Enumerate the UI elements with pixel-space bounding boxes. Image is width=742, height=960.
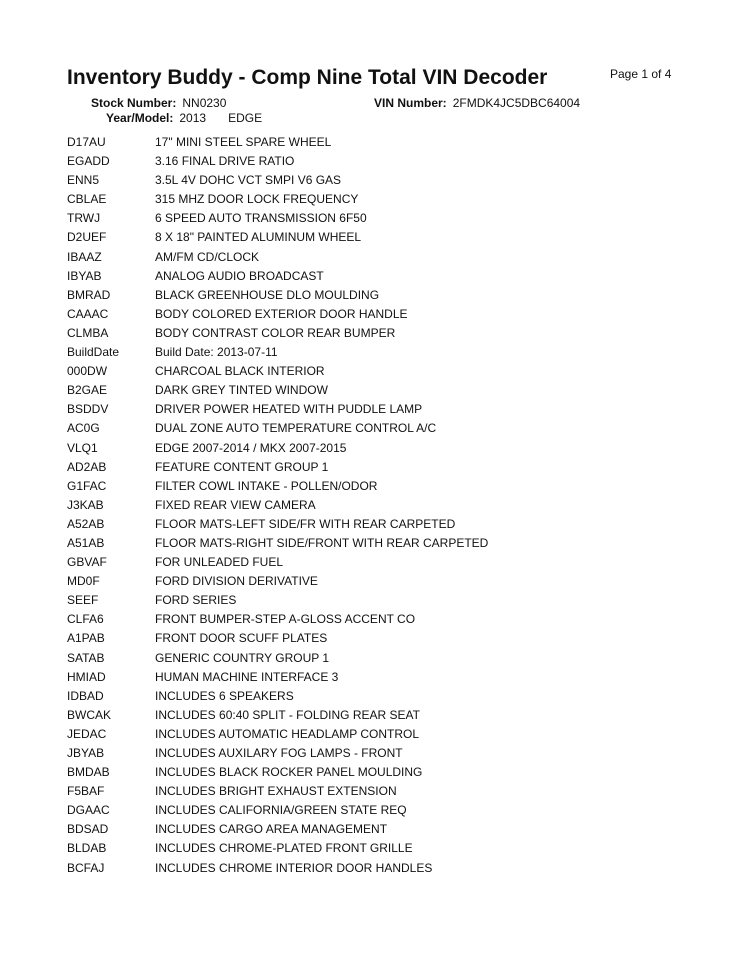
option-description: FOR UNLEADED FUEL bbox=[155, 555, 284, 570]
option-code: DGAAC bbox=[67, 803, 110, 818]
list-item bbox=[67, 763, 687, 782]
option-code: CAAAC bbox=[67, 306, 109, 321]
option-description: INCLUDES CALIFORNIA/GREEN STATE REQ bbox=[155, 803, 407, 818]
list-item bbox=[67, 324, 687, 343]
list-item bbox=[67, 381, 687, 400]
option-description: 8 X 18" PAINTED ALUMINUM WHEEL bbox=[155, 230, 362, 245]
list-item bbox=[67, 629, 687, 648]
option-description: INCLUDES BLACK ROCKER PANEL MOULDING bbox=[155, 765, 423, 780]
option-code: HMIAD bbox=[67, 669, 106, 684]
option-description: 3.16 FINAL DRIVE RATIO bbox=[155, 154, 295, 169]
option-description: HUMAN MACHINE INTERFACE 3 bbox=[155, 669, 339, 684]
model-value: EDGE bbox=[228, 111, 263, 125]
list-item bbox=[67, 190, 687, 209]
option-code: MD0F bbox=[67, 574, 100, 589]
option-code: IBYAB bbox=[67, 268, 102, 283]
option-code: IBAAZ bbox=[67, 249, 102, 264]
page-title: Inventory Buddy - Comp Nine Total VIN Decoder bbox=[67, 66, 548, 89]
option-description: FORD SERIES bbox=[155, 593, 237, 608]
list-item bbox=[67, 706, 687, 725]
option-description: INCLUDES CHROME INTERIOR DOOR HANDLES bbox=[155, 860, 433, 875]
list-item bbox=[67, 572, 687, 591]
option-description: 6 SPEED AUTO TRANSMISSION 6F50 bbox=[155, 211, 367, 226]
option-description: 17" MINI STEEL SPARE WHEEL bbox=[155, 135, 332, 149]
option-code: BCFAJ bbox=[67, 860, 105, 875]
option-code: A52AB bbox=[67, 516, 105, 531]
option-description: GENERIC COUNTRY GROUP 1 bbox=[155, 650, 330, 665]
option-description: BLACK GREENHOUSE DLO MOULDING bbox=[155, 287, 380, 302]
year-model bbox=[106, 111, 262, 125]
list-item bbox=[67, 171, 687, 190]
option-code: GBVAF bbox=[67, 555, 107, 570]
vin-number bbox=[374, 96, 580, 110]
stock-number bbox=[91, 96, 226, 110]
option-code: G1FAC bbox=[67, 478, 107, 493]
option-code: VLQ1 bbox=[67, 440, 98, 455]
option-code-list bbox=[67, 133, 687, 878]
list-item bbox=[67, 515, 687, 534]
option-description: FEATURE CONTENT GROUP 1 bbox=[155, 459, 329, 474]
option-code: BWCAK bbox=[67, 707, 112, 722]
option-description: INCLUDES AUTOMATIC HEADLAMP CONTROL bbox=[155, 726, 420, 741]
list-item bbox=[67, 228, 687, 247]
year-model-label: Year/Model: bbox=[106, 111, 174, 125]
option-description: 3.5L 4V DOHC VCT SMPI V6 GAS bbox=[155, 173, 342, 188]
list-item bbox=[67, 400, 687, 419]
list-item bbox=[67, 668, 687, 687]
option-code: ENN5 bbox=[67, 173, 100, 188]
option-description: INCLUDES CARGO AREA MANAGEMENT bbox=[155, 822, 388, 837]
list-item bbox=[67, 286, 687, 305]
list-item bbox=[67, 801, 687, 820]
option-code: BMDAB bbox=[67, 765, 110, 780]
option-description: INCLUDES AUXILARY FOG LAMPS - FRONT bbox=[155, 746, 403, 760]
list-item bbox=[67, 839, 687, 858]
option-code: CBLAE bbox=[67, 192, 107, 207]
option-code: BLDAB bbox=[67, 841, 107, 856]
option-code: EGADD bbox=[67, 154, 110, 169]
option-code: CLMBA bbox=[67, 325, 109, 340]
option-description: ANALOG AUDIO BROADCAST bbox=[155, 268, 324, 283]
stock-number-value: NN0230 bbox=[182, 96, 227, 110]
list-item bbox=[67, 591, 687, 610]
option-code: BuildDate bbox=[67, 345, 120, 360]
list-item bbox=[67, 534, 687, 553]
page-number: Page 1 of 4 bbox=[610, 67, 672, 81]
option-description: DUAL ZONE AUTO TEMPERATURE CONTROL A/C bbox=[155, 421, 437, 436]
option-description: Build Date: 2013-07-11 bbox=[155, 345, 278, 360]
option-code: D2UEF bbox=[67, 230, 107, 245]
list-item bbox=[67, 496, 687, 515]
option-code: B2GAE bbox=[67, 383, 108, 398]
option-code: BSDDV bbox=[67, 402, 109, 417]
list-item bbox=[67, 209, 687, 228]
list-item bbox=[67, 267, 687, 286]
option-code: BMRAD bbox=[67, 287, 111, 302]
option-description: FLOOR MATS-LEFT SIDE/FR WITH REAR CARPETED bbox=[155, 516, 456, 531]
list-item bbox=[67, 744, 687, 763]
list-item bbox=[67, 610, 687, 629]
list-item bbox=[67, 458, 687, 477]
option-description: CHARCOAL BLACK INTERIOR bbox=[155, 364, 325, 379]
list-item bbox=[67, 305, 687, 324]
option-code: J3KAB bbox=[67, 497, 104, 512]
option-code: D17AU bbox=[67, 135, 106, 149]
list-item bbox=[67, 725, 687, 744]
option-description: FIXED REAR VIEW CAMERA bbox=[155, 497, 316, 512]
option-code: SEEF bbox=[67, 593, 99, 608]
option-description: BODY CONTRAST COLOR REAR BUMPER bbox=[155, 325, 396, 340]
option-code: TRWJ bbox=[67, 211, 101, 226]
list-item bbox=[67, 152, 687, 171]
list-item bbox=[67, 439, 687, 458]
option-code: F5BAF bbox=[67, 784, 105, 799]
list-item bbox=[67, 687, 687, 706]
list-item bbox=[67, 649, 687, 668]
list-item bbox=[67, 477, 687, 496]
list-item bbox=[67, 820, 687, 839]
option-code: AD2AB bbox=[67, 459, 107, 474]
option-code: A1PAB bbox=[67, 631, 105, 646]
option-description: INCLUDES BRIGHT EXHAUST EXTENSION bbox=[155, 784, 397, 799]
option-description: INCLUDES 6 SPEAKERS bbox=[155, 688, 294, 703]
option-description: EDGE 2007-2014 / MKX 2007-2015 bbox=[155, 440, 347, 455]
option-code: AC0G bbox=[67, 421, 100, 436]
option-description: INCLUDES CHROME-PLATED FRONT GRILLE bbox=[155, 841, 413, 856]
option-description: FILTER COWL INTAKE - POLLEN/ODOR bbox=[155, 478, 378, 493]
list-item bbox=[67, 343, 687, 362]
option-description: FRONT BUMPER-STEP A-GLOSS ACCENT CO bbox=[155, 612, 416, 627]
option-code: CLFA6 bbox=[67, 612, 104, 627]
option-description: INCLUDES 60:40 SPLIT - FOLDING REAR SEAT bbox=[155, 707, 420, 722]
list-item bbox=[67, 133, 687, 152]
stock-number-label: Stock Number: bbox=[91, 96, 177, 110]
option-description: DARK GREY TINTED WINDOW bbox=[155, 383, 328, 398]
option-code: 000DW bbox=[67, 364, 108, 379]
vin-number-label: VIN Number: bbox=[374, 96, 447, 110]
option-description: 315 MHZ DOOR LOCK FREQUENCY bbox=[155, 192, 359, 207]
option-description: FLOOR MATS-RIGHT SIDE/FRONT WITH REAR CARPETED bbox=[155, 535, 489, 550]
list-item bbox=[67, 782, 687, 801]
list-item bbox=[67, 553, 687, 572]
option-description: BODY COLORED EXTERIOR DOOR HANDLE bbox=[155, 306, 408, 321]
option-code: SATAB bbox=[67, 650, 105, 665]
year-value: 2013 bbox=[179, 111, 207, 125]
list-item bbox=[67, 362, 687, 381]
list-item bbox=[67, 859, 687, 878]
list-item bbox=[67, 248, 687, 267]
option-code: IDBAD bbox=[67, 688, 104, 703]
option-description: FRONT DOOR SCUFF PLATES bbox=[155, 631, 328, 646]
option-code: BDSAD bbox=[67, 822, 109, 837]
vin-number-value: 2FMDK4JC5DBC64004 bbox=[452, 96, 581, 110]
option-code: JBYAB bbox=[67, 746, 105, 760]
option-code: A51AB bbox=[67, 535, 105, 550]
list-item bbox=[67, 419, 687, 438]
option-description: DRIVER POWER HEATED WITH PUDDLE LAMP bbox=[155, 402, 423, 417]
option-code: JEDAC bbox=[67, 726, 107, 741]
option-description: FORD DIVISION DERIVATIVE bbox=[155, 574, 318, 589]
option-description: AM/FM CD/CLOCK bbox=[155, 249, 260, 264]
